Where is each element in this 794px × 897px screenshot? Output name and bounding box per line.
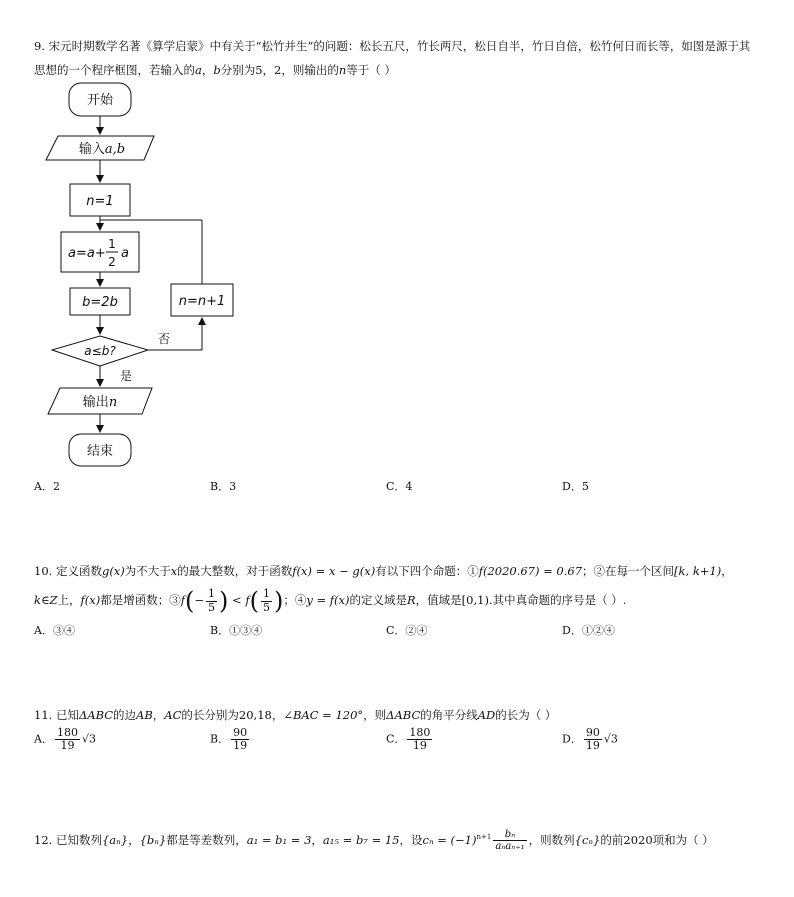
- q11-option-c-frac: $\frac{180}{19}$: [409, 726, 431, 753]
- q11-text-6: 的角平分线: [420, 708, 478, 722]
- q11-ad: AD: [477, 708, 496, 722]
- q11-option-d[interactable]: [562, 727, 618, 752]
- q10-fx: f(x): [80, 593, 101, 607]
- q11-text-5: ，则: [363, 708, 387, 722]
- q11-option-d-root: √3: [603, 732, 618, 746]
- q10-text-8: 都是增函数；③: [100, 593, 181, 607]
- q10-option-d[interactable]: D．①②④: [562, 624, 615, 637]
- q9-option-a[interactable]: A．2: [34, 480, 60, 493]
- q9-option-d[interactable]: D．5: [562, 480, 589, 493]
- q10-text-7: 上，: [57, 593, 81, 607]
- q11-option-b-frac: $\frac{90}{19}$: [233, 726, 248, 753]
- q10-option-b[interactable]: B．①③④: [210, 624, 263, 637]
- q11-option-c[interactable]: [386, 727, 434, 752]
- q11-text-1: 11. 已知: [34, 708, 79, 722]
- q9-option-c[interactable]: C．4: [386, 480, 413, 493]
- q10-text-9: ；④: [283, 593, 307, 607]
- flow-yes-label: 是: [120, 369, 133, 383]
- q9-line2: [34, 62, 396, 78]
- q10-kz: k∈Z: [34, 593, 58, 607]
- q11-option-c-label: C．: [386, 732, 406, 746]
- q9-line1: 9. 宋元时期数学名著《算学启蒙》中有关于“松竹并生”的问题：松长五尺，竹长两尺，松日自半，竹日自倍，松竹何日而长等，如图是源于其: [34, 39, 751, 53]
- q10-R: R: [407, 593, 416, 607]
- q9-text-b: 分别为5，2，则输出的: [220, 63, 339, 77]
- q12-exp: n+1: [476, 833, 492, 841]
- q10-text-12: .其中真命题的序号是（ ）.: [488, 593, 627, 607]
- flow-step-b-label: b=2b: [82, 295, 118, 310]
- q9-var-n: n: [338, 63, 347, 77]
- q11-tri2: ΔABC: [386, 708, 421, 722]
- q12-eq1: a₁ = b₁ = 3: [246, 832, 312, 847]
- q12-text-4: ，: [311, 832, 323, 847]
- q10-frac-right: $\frac{1}{5}$: [262, 587, 270, 614]
- flow-cond-label: a≤b?: [84, 344, 116, 358]
- q12-text-5: ，设: [399, 832, 423, 847]
- q10-neg: −: [194, 593, 204, 607]
- q11-option-b[interactable]: [210, 727, 251, 752]
- q10-f1: f(2020.67) = 0.67: [478, 564, 583, 578]
- flow-init-label: n=1: [86, 194, 114, 209]
- flow-start-label: 开始: [86, 93, 114, 108]
- q12-frac: $\frac{\text{bₙ}}{\text{aₙaₙ₊₁}}$: [495, 829, 525, 853]
- q9-text-a: 思想的一个程序框图，若输入的: [34, 63, 195, 77]
- q10-x: x: [170, 564, 178, 578]
- q10-text-2: 为不大于: [124, 564, 171, 578]
- q11-option-b-label: B．: [210, 732, 230, 746]
- q10-frac-left: $\frac{1}{5}$: [207, 587, 215, 614]
- flow-step-a-num: 1: [108, 237, 116, 251]
- q9-var-b: b: [213, 63, 221, 77]
- q9-flowchart: [40, 78, 300, 468]
- q12-text-2: ，: [128, 832, 140, 847]
- q11-text-2: 的边: [113, 708, 137, 722]
- q11-ab: AB: [136, 708, 153, 722]
- q10-f-right: f: [245, 593, 250, 607]
- q10-text-4: 有以下四个命题：①: [375, 564, 479, 578]
- q11-option-a[interactable]: [34, 727, 96, 752]
- q11-text-3: ，: [152, 708, 165, 722]
- q10-range: [0,1): [461, 593, 489, 607]
- q12-bn: {bₙ}: [139, 832, 167, 847]
- q12-text-6: ，则数列: [528, 832, 575, 847]
- q12-text-3: 都是等差数列，: [166, 832, 247, 847]
- q10-fdef: f(x) = x − g(x): [292, 564, 376, 578]
- q9-option-b[interactable]: B．3: [210, 480, 237, 493]
- q11-option-d-label: D．: [562, 732, 582, 746]
- q11-angle: ∠BAC = 120°: [283, 708, 364, 722]
- q11-text-4: 的长分别为20,18，: [181, 708, 284, 722]
- flow-step-a-den: 2: [108, 255, 116, 269]
- q12-cn: cₙ = (−1): [422, 832, 477, 847]
- flow-step-a-right: a: [121, 246, 129, 261]
- q10-text-5: ；②在每一个区间: [582, 564, 675, 578]
- q11-option-a-label: A．: [34, 732, 53, 746]
- q11-ac: AC: [164, 708, 182, 722]
- q11-line1: [34, 707, 556, 723]
- flow-inc-label: n=n+1: [178, 294, 226, 309]
- q9-sep: ，: [201, 63, 214, 77]
- q10-text-1: 10. 定义函数: [34, 564, 102, 578]
- q11-text-7: 的长为（ ）: [495, 708, 557, 722]
- q11-option-a-frac: $\frac{180}{19}$: [56, 726, 78, 753]
- q12-an: {aₙ}: [101, 832, 129, 847]
- q11-option-a-root: √3: [81, 732, 96, 746]
- q10-line2: k∈Z上，f(x)都是增函数；③f(− $\frac{1}{5}$ ) < f( $\frac{1}{5}$ )；④y = f(x)的定义域是R，值域是[0,1).其中真命题的序号是（ ）.: [34, 587, 627, 615]
- q11-option-d-frac: $\frac{90}{19}$: [585, 726, 600, 753]
- q11-tri: ΔABC: [78, 708, 114, 722]
- q10-f-left: f: [180, 593, 185, 607]
- q10-text-11: ，值域是: [415, 593, 462, 607]
- q10-line1: [34, 563, 733, 579]
- flow-end-label: 结束: [86, 444, 114, 459]
- q12-text-1: 12. 已知数列: [34, 832, 102, 847]
- q12-eq2: a₁₅ = b₇ = 15: [322, 832, 400, 847]
- q10-lt: <: [232, 593, 242, 607]
- flow-step-a-left: a=a+: [68, 246, 106, 261]
- q10-g: g(x): [101, 564, 125, 578]
- q10-option-c[interactable]: C．②④: [386, 624, 428, 637]
- q9-text-c: 等于（ ）: [346, 63, 396, 77]
- q10-text-6: ，: [721, 564, 733, 578]
- q10-interval: [k, k+1): [674, 564, 722, 578]
- q10-text-3: 的最大整数，对于函数: [177, 564, 293, 578]
- q12-text-7: 的前2020项和为（ ）: [600, 832, 714, 847]
- flow-input-label: 输入a,b: [78, 142, 126, 157]
- q10-yfx: y = f(x): [306, 593, 350, 607]
- flow-output-label: 输出n: [82, 395, 118, 410]
- q9-var-a: a: [195, 63, 202, 77]
- q12-line1: [34, 822, 714, 855]
- q12-cseq: {cₙ}: [574, 832, 601, 847]
- q10-option-a[interactable]: A．③④: [34, 624, 75, 637]
- q10-text-10: 的定义域是: [349, 593, 407, 607]
- flow-no-label: 否: [158, 332, 171, 346]
